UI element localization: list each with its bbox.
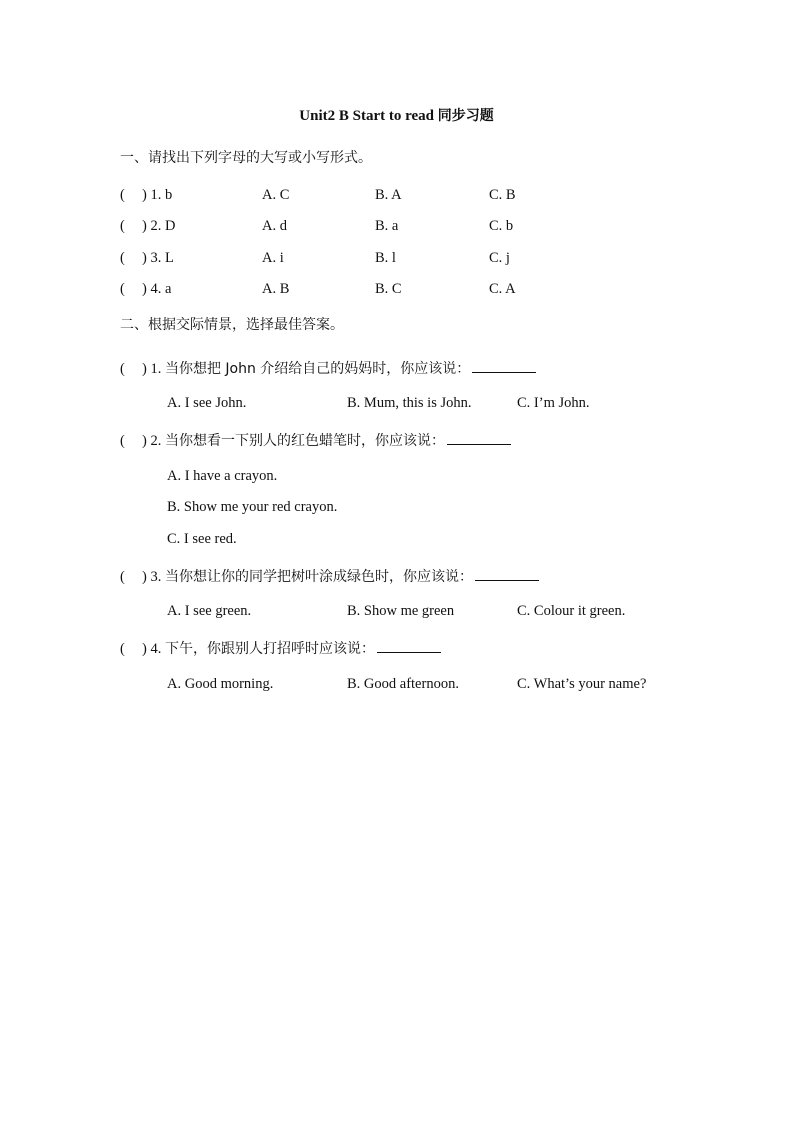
answer-paren: ( — [120, 250, 125, 266]
option-c: C. A — [489, 281, 516, 297]
section1-heading: 一、请找出下列字母的大写或小写形式。 — [120, 150, 372, 166]
option-c: C. I’m John. — [517, 395, 590, 411]
question-stem: 2. D — [150, 218, 176, 234]
option-b: B. a — [375, 218, 399, 234]
question-stem: 下午，你跟别人打招呼时应该说： — [164, 641, 375, 657]
answer-paren: ( — [120, 218, 125, 234]
option-c: C. B — [489, 187, 516, 203]
question-number: 2. — [150, 433, 162, 449]
answer-blank — [377, 638, 441, 653]
answer-paren: ( — [120, 281, 125, 297]
question-stem: 当你想看一下别人的红色蜡笔时，你应该说： — [164, 433, 445, 449]
option-a: A. I have a crayon. — [167, 468, 278, 484]
option-a: A. I see John. — [167, 395, 247, 411]
question-stem: 4. a — [150, 281, 172, 297]
option-b: B. Good afternoon. — [347, 676, 459, 692]
question-stem: 1. b — [150, 187, 173, 203]
answer-blank — [447, 430, 511, 445]
page-title — [0, 107, 793, 125]
answer-paren-close: ) — [142, 187, 147, 203]
option-a: A. d — [262, 218, 287, 234]
option-c: C. Colour it green. — [517, 603, 626, 619]
answer-paren-close: ) — [142, 281, 147, 297]
title-cn: 同步习题 — [437, 108, 494, 124]
answer-paren-close: ) — [142, 641, 147, 657]
option-b: B. A — [375, 187, 402, 203]
option-c: C. j — [489, 250, 510, 266]
question-stem: 当你想把 John 介绍给自己的妈妈时，你应该说： — [164, 361, 471, 377]
option-c: C. I see red. — [167, 531, 237, 547]
option-b: B. l — [375, 250, 396, 266]
option-b: B. Mum, this is John. — [347, 395, 472, 411]
answer-paren-close: ) — [142, 218, 147, 234]
question-stem: 3. L — [150, 250, 174, 266]
answer-blank — [472, 358, 536, 373]
answer-paren-close: ) — [142, 361, 147, 377]
option-a: A. Good morning. — [167, 676, 274, 692]
option-a: A. C — [262, 187, 290, 203]
option-a: A. B — [262, 281, 290, 297]
question-number: 1. — [150, 361, 162, 377]
answer-paren: ( — [120, 641, 125, 657]
option-b: B. Show me your red crayon. — [167, 499, 338, 515]
answer-paren-close: ) — [142, 250, 147, 266]
option-a: A. I see green. — [167, 603, 252, 619]
answer-paren-close: ) — [142, 433, 147, 449]
answer-paren-close: ) — [142, 569, 147, 585]
question-number: 3. — [150, 569, 162, 585]
answer-paren: ( — [120, 187, 125, 203]
answer-paren: ( — [120, 361, 125, 377]
option-b: B. Show me green — [347, 603, 455, 619]
option-c: C. b — [489, 218, 514, 234]
question-number: 4. — [150, 641, 162, 657]
option-b: B. C — [375, 281, 402, 297]
option-a: A. i — [262, 250, 284, 266]
question-stem: 当你想让你的同学把树叶涂成绿色时，你应该说： — [164, 569, 473, 585]
answer-blank — [475, 566, 539, 581]
option-c: C. What’s your name? — [517, 676, 647, 692]
title-en: Unit2 B Start to read — [299, 108, 434, 124]
answer-paren: ( — [120, 569, 125, 585]
answer-paren: ( — [120, 433, 125, 449]
section2-heading: 二、根据交际情景，选择最佳答案。 — [120, 317, 344, 333]
